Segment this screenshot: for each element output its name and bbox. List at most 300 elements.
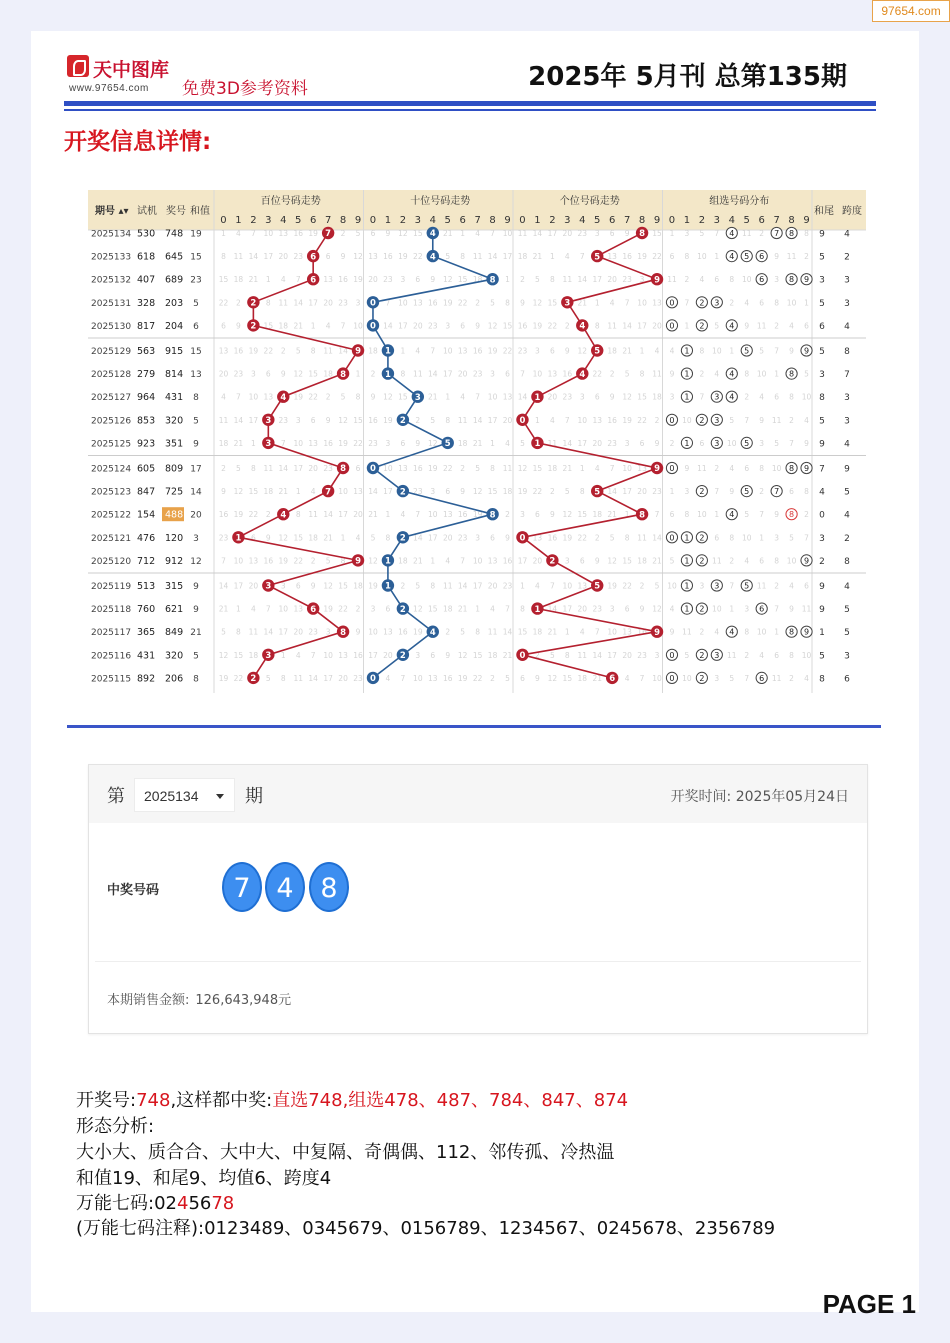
- miss-count: 9: [310, 581, 316, 591]
- row-span: 2: [844, 252, 850, 263]
- miss-count: 11: [637, 533, 647, 543]
- miss-count: 5: [759, 346, 765, 356]
- miss-count: 10: [786, 298, 797, 308]
- miss-count: 4: [789, 581, 794, 591]
- miss-count: 6: [505, 369, 510, 379]
- group-digit: 3: [714, 438, 720, 448]
- miss-count: 7: [699, 392, 705, 402]
- digit-header: 2: [698, 215, 706, 226]
- miss-count: 6: [579, 556, 585, 566]
- row-trial: 365: [137, 627, 156, 639]
- trend-ball-digit: 5: [594, 252, 601, 263]
- miss-count: 2: [325, 392, 331, 402]
- row-tail: 0: [819, 510, 825, 521]
- digit-header: 9: [354, 215, 362, 226]
- miss-count: 1: [310, 321, 316, 331]
- miss-count: 1: [804, 298, 809, 308]
- miss-count: 8: [744, 627, 750, 637]
- miss-count: 3: [699, 581, 705, 591]
- row-sum: 3: [193, 533, 199, 544]
- miss-count: 8: [460, 252, 466, 262]
- miss-count: 5: [265, 673, 271, 683]
- miss-count: 12: [323, 581, 333, 591]
- miss-count: 12: [233, 487, 244, 497]
- miss-count: 5: [609, 533, 615, 543]
- miss-count: 1: [729, 346, 735, 356]
- digit-header: 7: [623, 215, 631, 226]
- miss-count: 18: [517, 252, 528, 262]
- miss-count: 15: [428, 604, 438, 614]
- miss-count: 23: [383, 275, 393, 285]
- row-period: 2025120: [91, 556, 132, 567]
- miss-count: 7: [430, 346, 436, 356]
- miss-count: 20: [487, 581, 498, 591]
- group-digit: 1: [684, 392, 690, 402]
- miss-count: 1: [714, 252, 720, 262]
- group-digit: 2: [699, 298, 705, 308]
- miss-count: 17: [472, 581, 483, 591]
- miss-count: 16: [472, 346, 483, 356]
- miss-count: 4: [415, 346, 421, 356]
- miss-count: 8: [445, 415, 451, 425]
- miss-count: 23: [622, 275, 632, 285]
- miss-count: 4: [759, 392, 765, 402]
- miss-count: 5: [535, 275, 540, 285]
- miss-count: 11: [502, 464, 513, 473]
- row-sum: 8: [193, 674, 199, 685]
- miss-count: 18: [353, 581, 363, 591]
- prize-number: 748: [136, 1090, 171, 1111]
- miss-count: 7: [639, 673, 645, 683]
- row-tail: 3: [819, 533, 825, 544]
- miss-count: 1: [639, 346, 645, 356]
- group-digit: 3: [714, 298, 720, 308]
- miss-count: 9: [460, 487, 466, 497]
- miss-count: 1: [505, 275, 510, 285]
- digit-header: 9: [803, 215, 810, 226]
- miss-count: 2: [221, 464, 226, 473]
- miss-count: 16: [398, 627, 408, 637]
- miss-count: 11: [248, 627, 259, 637]
- miss-count: 11: [697, 464, 707, 473]
- digit-header: 3: [414, 215, 422, 226]
- miss-count: 3: [490, 369, 495, 379]
- miss-count: 5: [340, 392, 346, 402]
- miss-count: 8: [490, 464, 495, 473]
- miss-count: 16: [607, 415, 617, 425]
- miss-count: 11: [667, 275, 677, 285]
- miss-count: 4: [400, 510, 406, 520]
- miss-count: 21: [562, 464, 573, 473]
- logo-mark-icon: [67, 55, 89, 77]
- row-sum: 15: [190, 347, 202, 357]
- logo-name: 天中图库: [93, 59, 170, 81]
- miss-count: 8: [236, 627, 241, 637]
- miss-count: 6: [520, 673, 525, 683]
- period-select[interactable]: [134, 778, 235, 812]
- miss-count: 2: [729, 298, 735, 308]
- miss-count: 4: [609, 298, 615, 308]
- sales-value: 126,643,948元: [195, 993, 292, 1008]
- trend-ball-digit: 4: [579, 321, 586, 332]
- miss-count: 7: [789, 438, 794, 448]
- logo-url: www.97654.com: [69, 83, 149, 94]
- group-digit: 9: [803, 556, 810, 566]
- row-span: 3: [844, 298, 850, 309]
- digit-header: 5: [444, 215, 451, 226]
- miss-count: 18: [218, 438, 229, 448]
- miss-count: 9: [624, 229, 630, 238]
- miss-count: 4: [714, 627, 720, 637]
- miss-count: 4: [714, 369, 720, 379]
- miss-count: 2: [415, 415, 421, 425]
- miss-count: 4: [564, 252, 570, 262]
- miss-count: 10: [368, 627, 378, 637]
- miss-count: 18: [248, 650, 259, 660]
- miss-count: 12: [532, 298, 543, 308]
- section-title: 开奖信息详情:: [64, 129, 212, 155]
- trend-ball-digit: 5: [594, 581, 601, 592]
- group-digit: 9: [803, 464, 810, 473]
- miss-count: 17: [607, 650, 617, 660]
- row-tail: 4: [819, 487, 825, 498]
- trend-ball-digit: 7: [325, 229, 332, 240]
- page-number: PAGE 1: [822, 1289, 916, 1319]
- group-digit: 1: [684, 604, 690, 614]
- miss-count: 11: [786, 252, 797, 262]
- group-digit: 5: [744, 581, 750, 591]
- miss-count: 20: [577, 604, 588, 614]
- miss-count: 14: [248, 252, 259, 262]
- miss-count: 7: [579, 252, 585, 262]
- miss-count: 19: [368, 581, 378, 591]
- miss-count: 12: [398, 229, 408, 238]
- miss-count: 6: [594, 392, 600, 402]
- trend-ball-digit: 9: [355, 346, 361, 357]
- miss-count: 2: [265, 510, 271, 520]
- digit-header: 6: [758, 215, 765, 226]
- draw-result-panel: [88, 764, 868, 1034]
- miss-count: 16: [502, 556, 513, 566]
- miss-count: 18: [592, 510, 602, 520]
- trend-ball-digit: 8: [639, 229, 646, 240]
- row-tail: 5: [819, 298, 825, 309]
- issue-title: 2025年 5月刊 总第135期: [528, 62, 847, 92]
- miss-count: 19: [218, 673, 229, 683]
- row-span: 3: [844, 651, 850, 662]
- trend-ball-digit: 3: [265, 416, 272, 426]
- miss-count: 11: [756, 321, 767, 331]
- digit-header: 0: [668, 215, 676, 226]
- trend-ball-digit: 0: [370, 321, 376, 332]
- miss-count: 14: [562, 438, 573, 448]
- digit-header: 3: [713, 215, 721, 226]
- miss-count: 3: [759, 438, 765, 448]
- trend-ball-digit: 4: [429, 627, 436, 638]
- miss-count: 5: [475, 464, 481, 473]
- miss-count: 22: [218, 298, 229, 308]
- miss-count: 21: [278, 487, 289, 497]
- miss-count: 15: [652, 229, 662, 238]
- miss-count: 8: [549, 275, 555, 285]
- miss-count: 4: [295, 650, 301, 660]
- miss-count: 3: [744, 604, 750, 614]
- miss-count: 13: [457, 346, 468, 356]
- miss-count: 8: [475, 627, 481, 637]
- row-trial: 279: [137, 369, 156, 381]
- prize-combos: 直选748,组选478、487、784、847、874: [272, 1090, 629, 1111]
- miss-count: 21: [472, 438, 483, 448]
- miss-count: 9: [759, 415, 765, 425]
- header-prize: 奖号: [166, 206, 186, 217]
- group-digit: 2: [699, 556, 705, 566]
- trend-ball-digit: 0: [519, 533, 526, 544]
- miss-count: 3: [355, 298, 361, 308]
- miss-count: 13: [652, 298, 662, 308]
- row-span: 4: [844, 510, 850, 521]
- seven-digits-a: 02: [154, 1193, 177, 1214]
- miss-count: 4: [579, 627, 585, 637]
- miss-count: 5: [295, 346, 301, 356]
- miss-count: 1: [355, 369, 361, 379]
- miss-count: 7: [400, 673, 406, 683]
- miss-count: 6: [370, 229, 376, 238]
- miss-count: 10: [233, 556, 244, 566]
- row-span: 6: [844, 674, 850, 685]
- digit-header: 2: [250, 215, 257, 226]
- group-digit: 9: [803, 627, 810, 637]
- miss-count: 12: [562, 510, 573, 520]
- miss-count: 1: [624, 510, 630, 520]
- group-digit: 7: [774, 487, 780, 497]
- miss-count: 2: [505, 510, 510, 520]
- miss-count: 17: [592, 275, 602, 285]
- miss-count: 5: [699, 229, 705, 238]
- header-trial: 试机: [137, 206, 157, 217]
- miss-count: 2: [236, 298, 241, 308]
- miss-count: 11: [771, 673, 782, 683]
- row-trial: 712: [137, 555, 156, 567]
- miss-count: 23: [293, 252, 303, 262]
- miss-count: 3: [535, 346, 540, 356]
- row-tail: 5: [819, 416, 825, 427]
- miss-count: 6: [759, 556, 765, 566]
- row-trial: 328: [137, 297, 156, 309]
- miss-count: 2: [789, 673, 794, 683]
- miss-count: 3: [579, 392, 585, 402]
- row-span: 2: [844, 533, 850, 544]
- row-sum: 20: [190, 510, 202, 521]
- digit-header: 2: [399, 215, 407, 226]
- trend-ball-digit: 5: [444, 439, 451, 450]
- miss-count: 13: [592, 415, 602, 425]
- miss-count: 14: [293, 298, 303, 308]
- row-span: 5: [844, 628, 850, 639]
- row-period: 2025130: [91, 321, 132, 332]
- miss-count: 9: [280, 369, 286, 379]
- group-title: 个位号码走势: [559, 196, 620, 207]
- row-period: 2025118: [91, 605, 132, 616]
- row-sum: 14: [190, 487, 202, 498]
- info-line-notes: (万能七码注释):0123489、0345679、0156789、1234567、0245678、2356789: [76, 1218, 776, 1239]
- miss-count: 18: [607, 346, 617, 356]
- miss-count: 8: [520, 604, 525, 614]
- digit-header: 7: [474, 215, 481, 226]
- row-tail: 3: [819, 370, 825, 381]
- miss-count: 16: [517, 321, 528, 331]
- miss-count: 14: [263, 627, 274, 637]
- miss-count: 13: [308, 438, 318, 448]
- miss-count: 23: [592, 604, 602, 614]
- row-prize: 814: [165, 369, 184, 381]
- miss-count: 9: [729, 487, 735, 497]
- row-sum: 17: [190, 464, 202, 475]
- miss-count: 5: [714, 321, 720, 331]
- miss-count: 10: [577, 415, 588, 425]
- miss-count: 3: [714, 673, 720, 683]
- miss-count: 21: [368, 510, 378, 520]
- row-sum: 19: [190, 229, 202, 240]
- miss-count: 20: [502, 415, 513, 425]
- miss-count: 1: [774, 369, 780, 379]
- miss-count: 4: [505, 438, 510, 448]
- miss-count: 10: [771, 464, 782, 473]
- row-period: 2025131: [91, 298, 132, 309]
- trend-ball-digit: 6: [310, 252, 317, 263]
- miss-count: 4: [699, 275, 705, 285]
- miss-count: 23: [577, 229, 588, 238]
- miss-count: 6: [774, 650, 780, 660]
- row-period: 2025132: [91, 275, 132, 286]
- row-period: 2025134: [91, 229, 132, 240]
- digit-header: 0: [369, 215, 377, 226]
- miss-count: 17: [248, 415, 259, 425]
- miss-count: 18: [577, 673, 588, 683]
- group-digit: 7: [774, 229, 780, 238]
- row-prize: 809: [165, 463, 184, 475]
- miss-count: 14: [577, 275, 588, 285]
- miss-count: 10: [712, 346, 722, 356]
- miss-count: 9: [594, 556, 600, 566]
- miss-count: 10: [248, 392, 259, 402]
- miss-count: 2: [654, 415, 660, 425]
- info-line-sums: 和值19、和尾9、均值6、跨度4: [76, 1168, 332, 1189]
- row-prize: 431: [165, 392, 184, 404]
- trend-ball-digit: 0: [370, 298, 376, 309]
- trend-ball-digit: 8: [639, 510, 646, 521]
- miss-count: 18: [323, 369, 333, 379]
- miss-count: 22: [353, 438, 363, 448]
- miss-count: 20: [652, 321, 662, 331]
- group-digit: 4: [729, 510, 735, 520]
- group-digit: 0: [669, 321, 675, 331]
- miss-count: 10: [712, 604, 722, 614]
- miss-count: 20: [338, 673, 348, 683]
- group-digit: 1: [684, 581, 690, 591]
- miss-count: 20: [607, 275, 617, 285]
- miss-count: 9: [370, 392, 376, 402]
- row-prize: 351: [165, 438, 184, 450]
- row-period: 2025127: [91, 393, 132, 404]
- miss-count: 4: [789, 321, 794, 331]
- miss-count: 20: [368, 275, 378, 285]
- miss-count: 7: [549, 581, 555, 591]
- digit-header: 9: [653, 215, 661, 226]
- group-digit: 4: [729, 392, 735, 402]
- miss-count: 14: [383, 321, 393, 331]
- miss-count: 13: [398, 464, 408, 473]
- row-prize: 689: [165, 274, 184, 286]
- miss-count: 15: [487, 487, 498, 497]
- miss-count: 5: [355, 229, 361, 238]
- miss-count: 12: [293, 369, 303, 379]
- miss-count: 9: [535, 673, 540, 683]
- group-digit: 2: [699, 321, 705, 331]
- miss-count: 4: [490, 604, 495, 614]
- miss-count: 4: [236, 229, 241, 238]
- miss-count: 5: [445, 252, 451, 262]
- miss-count: 16: [457, 510, 468, 520]
- miss-count: 22: [457, 298, 468, 308]
- miss-count: 15: [637, 392, 647, 402]
- miss-count: 6: [744, 464, 750, 473]
- miss-count: 5: [430, 415, 436, 425]
- group-digit: 8: [789, 464, 795, 473]
- miss-count: 10: [682, 415, 692, 425]
- miss-count: 7: [714, 229, 720, 238]
- miss-count: 14: [622, 321, 632, 331]
- miss-count: 21: [218, 604, 229, 614]
- miss-count: 17: [293, 464, 303, 473]
- miss-count: 10: [801, 392, 812, 402]
- row-trial: 853: [137, 415, 156, 427]
- miss-count: 8: [250, 464, 256, 473]
- miss-count: 16: [383, 252, 393, 262]
- miss-count: 15: [233, 650, 244, 660]
- miss-count: 7: [265, 604, 271, 614]
- miss-count: 22: [442, 464, 453, 473]
- miss-count: 3: [624, 438, 630, 448]
- miss-count: 7: [744, 673, 750, 683]
- miss-count: 11: [652, 369, 662, 379]
- miss-count: 13: [577, 581, 588, 591]
- miss-count: 7: [684, 298, 690, 308]
- miss-count: 3: [415, 650, 421, 660]
- trend-ball-digit: 1: [534, 439, 541, 450]
- miss-count: 11: [756, 581, 767, 591]
- miss-count: 3: [475, 533, 481, 543]
- miss-count: 10: [637, 298, 647, 308]
- miss-count: 13: [278, 229, 289, 238]
- miss-count: 2: [669, 438, 675, 448]
- miss-count: 18: [637, 556, 647, 566]
- miss-count: 4: [744, 298, 750, 308]
- miss-count: 22: [577, 533, 588, 543]
- miss-count: 14: [532, 229, 543, 238]
- miss-count: 11: [577, 650, 588, 660]
- miss-count: 5: [729, 673, 735, 683]
- row-sum: 13: [190, 370, 202, 381]
- miss-count: 13: [607, 252, 617, 262]
- miss-count: 21: [248, 275, 259, 285]
- miss-count: 2: [370, 369, 376, 379]
- miss-count: 6: [250, 533, 256, 543]
- miss-count: 1: [594, 298, 600, 308]
- row-prize: 645: [165, 251, 184, 263]
- row-prize: 204: [165, 320, 184, 332]
- miss-count: 21: [457, 604, 468, 614]
- trend-ball-digit: 0: [519, 416, 526, 426]
